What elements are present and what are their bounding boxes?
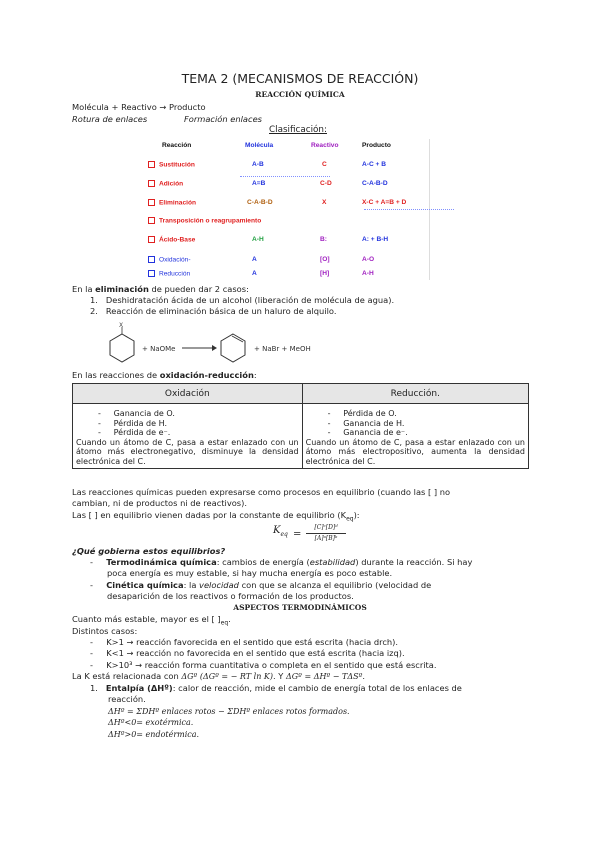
rotura-label: Rotura de enlaces (72, 114, 148, 124)
arrow-head-icon (212, 345, 217, 351)
enthalpy-item-cont: reacción. (108, 694, 146, 704)
termo-item: - Termodinámica química: cambios de energía (estabilidad) durante la reacción. Si hay (90, 557, 473, 567)
section-title: REACCIÓN QUÍMICA (255, 90, 345, 99)
ox-item: - Pérdida de H. (98, 418, 168, 428)
cell: C (322, 161, 327, 168)
faint-annotation (240, 176, 330, 179)
row-oxidacion: Oxidación- (148, 256, 191, 263)
keq-denominator: [A]ᵃ[B]ᵇ (314, 535, 338, 542)
header-producto: Producto (362, 142, 391, 149)
cell: B: (320, 236, 327, 243)
cell: [O] (320, 256, 330, 263)
exothermic-line: ΔHº<0= exotérmica. (108, 718, 194, 727)
elim-intro: En la eliminación de pueden dar 2 casos: (72, 284, 249, 294)
red-item: - Pérdida de O. (327, 409, 397, 418)
cell: [H] (320, 270, 330, 277)
cell: X (322, 199, 327, 206)
cell: A-C + B (362, 161, 386, 168)
ox-item: - Ganancia de O. (98, 409, 175, 418)
redox-intro: En las reacciones de oxidación-reducción: (72, 370, 257, 380)
cinetica-item: - Cinética química: la velocidad con que se alcanza el equilibrio (velocidad de (90, 580, 432, 590)
question: ¿Qué gobierna estos equilibrios? (72, 546, 226, 556)
cell: C-A-B-D (362, 180, 388, 187)
termo-item-cont: poca energía es muy estable, si hay mucha energía es poco estable. (107, 568, 393, 578)
red-header: Reducción. (302, 384, 528, 404)
ox-item: - Pérdida de e⁻. (98, 428, 171, 437)
checkbox-icon (148, 180, 155, 187)
cinetica-item-cont: desaparición de los reactivos o formación de los productos. (107, 591, 354, 601)
faint-annotation (364, 209, 454, 212)
stable-line: Cuanto más estable, mayor es el [ ]$_{eq}$. (72, 614, 231, 627)
clasificacion-label: Clasificación: (269, 125, 327, 135)
enthalpy-item: 1. Entalpía (ΔHº): calor de reacción, mide el cambio de energía total de los enlaces de (90, 683, 462, 693)
endothermic-line: ΔHº>0= endotérmica. (108, 730, 200, 739)
cell: A=B (252, 180, 266, 187)
cell: A-H (362, 270, 374, 277)
row-transposicion: Transposición o reagrupamiento (148, 217, 261, 224)
red-item: - Ganancia de e⁻. (327, 428, 408, 437)
enthalpy-formula: ΔHº = ΣDHº enlaces rotos − ΣDHº enlaces rotos formados. (108, 707, 350, 716)
equilibrium-p1b: cambian, ni de productos ni de reactivos). (72, 498, 248, 508)
cell: A (252, 256, 257, 263)
keq-numerator: [C]ᶜ[D]ᵈ (314, 524, 338, 531)
header-molecula: Molécula (245, 142, 274, 149)
red-cell (302, 404, 528, 469)
ox-text: Cuando un átomo de C, pasa a estar enlazado con un átomo más electronegativo, disminuye la densidad electrónica del C. (76, 437, 299, 466)
case-item: - K>10³ → reacción forma cuantitativa o completa en el sentido que está escrita. (90, 660, 437, 670)
red-item: - Ganancia de H. (327, 418, 405, 428)
keq-symbol: $K_{eq}$ (273, 525, 288, 538)
case-item: - K<1 → reacción no favorecida en el sentido que está escrita (hacia izq). (90, 648, 405, 658)
cell: C-A-B-D (247, 199, 273, 206)
aspects-heading: ASPECTOS TERMODINÁMICOS (233, 603, 367, 612)
reagent-label: + NaOMe (142, 345, 176, 353)
fraction-bar (306, 533, 346, 534)
header-reaccion: Reacción (162, 142, 192, 149)
cell: A: + B-H (362, 236, 389, 243)
row-adicion: Adición (148, 180, 183, 187)
x-label: X (119, 322, 124, 329)
elimination-scheme (104, 320, 334, 368)
equilibrium-p1a: Las reacciones químicas pueden expresarse como procesos en equilibrio (cuando las [ ] no (72, 487, 451, 497)
row-eliminacion: Eliminación (148, 199, 196, 206)
row-sustitucion: Sustitución (148, 161, 195, 168)
cyclohexane-ring (110, 334, 134, 362)
elim-item-2: 2. Reacción de eliminación básica de un haluro de alquilo. (90, 306, 337, 316)
cell: A-B (252, 161, 264, 168)
case-item: - K>1 → reacción favorecida en el sentido que está escrita (hacia drch). (90, 637, 399, 647)
checkbox-icon (148, 199, 155, 206)
elim-item-1: 1. Deshidratación ácida de un alcohol (liberación de molécula de agua). (90, 295, 395, 305)
k-relation: La K está relacionada con ΔGº (ΔGº = − RT ln K). Y ΔGº = ΔHº − TΔSº. (72, 671, 366, 681)
cyclohexene-ring (221, 334, 245, 362)
products-label: + NaBr + MeOH (254, 345, 311, 353)
ox-cell (73, 404, 303, 469)
cell: C-D (320, 180, 332, 187)
row-reduccion: Reducción (148, 270, 190, 277)
redox-table (72, 383, 529, 469)
cell: A-O (362, 256, 375, 263)
header-reactivo: Reactivo (311, 142, 339, 149)
checkbox-icon (148, 270, 155, 277)
cell: A-H (252, 236, 264, 243)
checkbox-icon (148, 256, 155, 263)
reaction-table (142, 139, 430, 280)
row-acido-base: Ácido-Base (148, 236, 195, 243)
cases-intro: Distintos casos: (72, 626, 138, 636)
red-text: Cuando un átomo de C, pasa a estar enlazado con un átomo más electropositivo, aumenta la densidad electrónica del C. (305, 437, 525, 466)
ox-header: Oxidación (73, 384, 303, 404)
reaction-equation: Molécula + Reactivo → Producto (72, 102, 206, 112)
checkbox-icon (148, 217, 155, 224)
cell: A (252, 270, 257, 277)
equilibrium-p2: Las [ ] en equilibrio vienen dadas por la constante de equilibrio $(K_{eq})$: (72, 510, 360, 523)
page-title: TEMA 2 (MECANISMOS DE REACCIÓN) (181, 71, 419, 86)
equals-sign: = (293, 529, 302, 540)
checkbox-icon (148, 161, 155, 168)
cell: X-C + A=B + D (362, 199, 407, 206)
checkbox-icon (148, 236, 155, 243)
formacion-label: Formación enlaces (184, 114, 263, 124)
